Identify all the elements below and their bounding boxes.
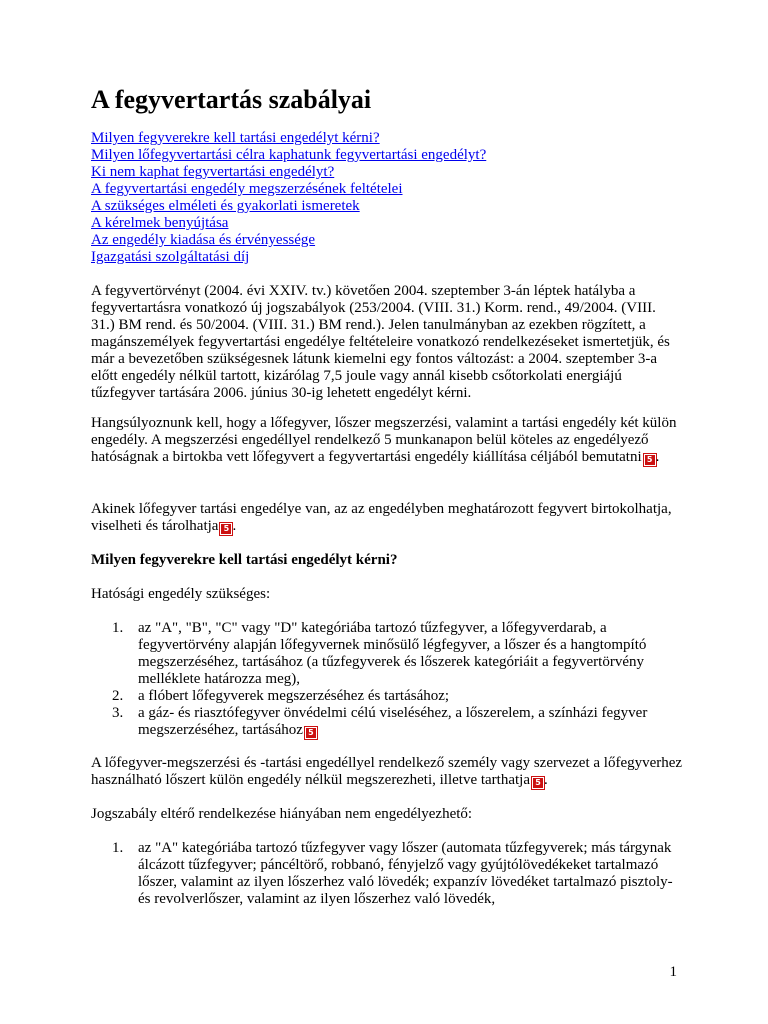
reference-icon[interactable]: 5 (220, 523, 232, 535)
list-number: 1. (112, 620, 124, 636)
toc-item (91, 215, 486, 232)
toc-item (91, 198, 486, 215)
engedelyek-paragraph: Hangsúlyoznunk kell, hogy a lőfegyver, lőszer megszerzési, valamint a tartási engedély két külön engedély. A megszerzési engedéllyel rendelkező 5 munkanapon belül köteles az engedélyező hatóságnak a birtokba vett lőfegyvert a fegyvertartási engedély kiállítása céljából bemutatni 5 . (91, 415, 677, 465)
page-title: A fegyvertartás szabályai (91, 85, 372, 114)
paragraph-text: Hangsúlyoznunk kell, hogy a lőfegyver, lőszer megszerzési, valamint a tartási engedély két külön engedély. A megszerzési engedéllyel rendelkező 5 munkanapon belül köteles az engedélyező hatóságnak a birtokba vett lőfegyvert a fegyvertartási engedély kiállítása céljából bemutatni (91, 415, 677, 465)
list-item-text: a gáz- és riasztófegyver önvédelmi célú viseléséhez, a lőszerelem, a színházi fegyver megszerzéséhez, tartásához (138, 705, 648, 738)
list-item (91, 620, 683, 688)
list-item-text: az "A", "B", "C" vagy "D" kategóriába tartozó tűzfegyver, a lőfegyverdarab, a fegyvertörvény alapján lőfegyvernek minősülő légfegyver, a lőszer és a hangtompító megszerzéséhez, tartásához (a tűzfegyverek és lőszerek kategóriáit a fegyvertörvény melléklete határozza meg), (138, 620, 647, 687)
toc-item (91, 181, 486, 198)
toc-item (91, 164, 486, 181)
nem-engedelyezheto-list (91, 840, 683, 908)
reference-icon[interactable]: 5 (305, 727, 317, 739)
list-number: 1. (112, 840, 124, 856)
toc-item (91, 249, 486, 266)
paragraph-text: A lőfegyver-megszerzési és -tartási engedéllyel rendelkező személy vagy szervezet a lőfegyverhez használható lőszert külön engedély nélkül megszerezheti, illetve tarthatja (91, 755, 683, 788)
intro-paragraph: A fegyvertörvényt (2004. évi XXIV. tv.) követően 2004. szeptember 3-án léptek hatályba a fegyvertartásra vonatkozó új jogszabályok (253/2004. (VIII. 31.) Korm. rend., 49/2004. (VIII. 31.) BM rend. és 50/2004. (VIII. 31.) BM rend.). Jelen tanulmányban az ezekben rögzített, a magánszemélyek fegyvertartási engedélye feltételeire vonatkozó rendelkezéseket ismertetjük, és már a bevezetőben szükségesnek látunk kiemelni egy fontos változást: a 2004. szeptember 3-a előtt engedély nélkül tartott, kizárólag 7,5 joule vagy annál kisebb csőtorkolati energiájú tűzfegyver tartására 2006. június 30-ig lehetett engedélyt kérni. (91, 283, 670, 401)
loszer-paragraph: A lőfegyver-megszerzési és -tartási engedéllyel rendelkező személy vagy szervezet a lőfegyverhez használható lőszert külön engedély nélkül megszerezheti, illetve tarthatja 5 . (91, 755, 683, 788)
toc-link-ismeretek[interactable]: A szükséges elméleti és gyakorlati ismeretek (91, 198, 360, 214)
reference-icon[interactable]: 5 (644, 454, 656, 466)
list-item (91, 688, 683, 705)
reference-icon[interactable]: 5 (532, 777, 544, 789)
toc-item (91, 147, 486, 164)
toc-link-lofegyvertartasi-cel[interactable]: Milyen lőfegyvertartási célra kaphatunk fegyvertartási engedélyt? (91, 147, 487, 163)
list-number: 3. (112, 705, 124, 721)
table-of-contents (91, 130, 486, 266)
list-item-text: az "A" kategóriába tartozó tűzfegyver vagy lőszer (automata tűzfegyverek; más tárgynak álcázott tűzfegyver; páncéltörő, robbanó, fényjelző vagy gyújtólövedékeket tartalmazó lőszer, valamint az ilyen lőszerhez való lövedék; expanzív lövedéket tartalmazó pisztoly- és revolverlőszer, valamint az ilyen lőszerhez való lövedék, (138, 840, 673, 907)
toc-link-dij[interactable]: Igazgatási szolgáltatási díj (91, 249, 250, 265)
toc-item (91, 130, 486, 147)
toc-link-feltetelei[interactable]: A fegyvertartási engedély megszerzésének feltételei (91, 181, 403, 197)
page-number: 1 (669, 964, 677, 980)
list-item (91, 705, 683, 739)
toc-link-ki-nem-kaphat[interactable]: Ki nem kaphat fegyvertartási engedélyt? (91, 164, 335, 180)
paragraph-text: Akinek lőfegyver tartási engedélye van, az az engedélyben meghatározott fegyvert birtokolhatja, viselheti és tárolhatja (91, 501, 672, 534)
nem-engedelyezheto-text: Jogszabály eltérő rendelkezése hiányában nem engedélyezhető: (91, 806, 473, 822)
list-item (91, 840, 683, 908)
list-item-text: a flóbert lőfegyverek megszerzéséhez és tartásához; (138, 688, 450, 704)
toc-link-kerelmek[interactable]: A kérelmek benyújtása (91, 215, 229, 231)
tartasi-paragraph: Akinek lőfegyver tartási engedélye van, az az engedélyben meghatározott fegyvert birtokolhatja, viselheti és tárolhatja 5 . (91, 501, 672, 534)
hatosagi-engedely-text: Hatósági engedély szükséges: (91, 586, 271, 602)
toc-link-kiadasa[interactable]: Az engedély kiadása és érvényessége (91, 232, 316, 248)
toc-item (91, 232, 486, 249)
list-number: 2. (112, 688, 124, 704)
toc-link-tartasi-engedely[interactable]: Milyen fegyverekre kell tartási engedélyt kérni? (91, 130, 380, 146)
section-heading: Milyen fegyverekre kell tartási engedélyt kérni? (91, 552, 398, 568)
engedely-szukseges-list (91, 620, 683, 739)
